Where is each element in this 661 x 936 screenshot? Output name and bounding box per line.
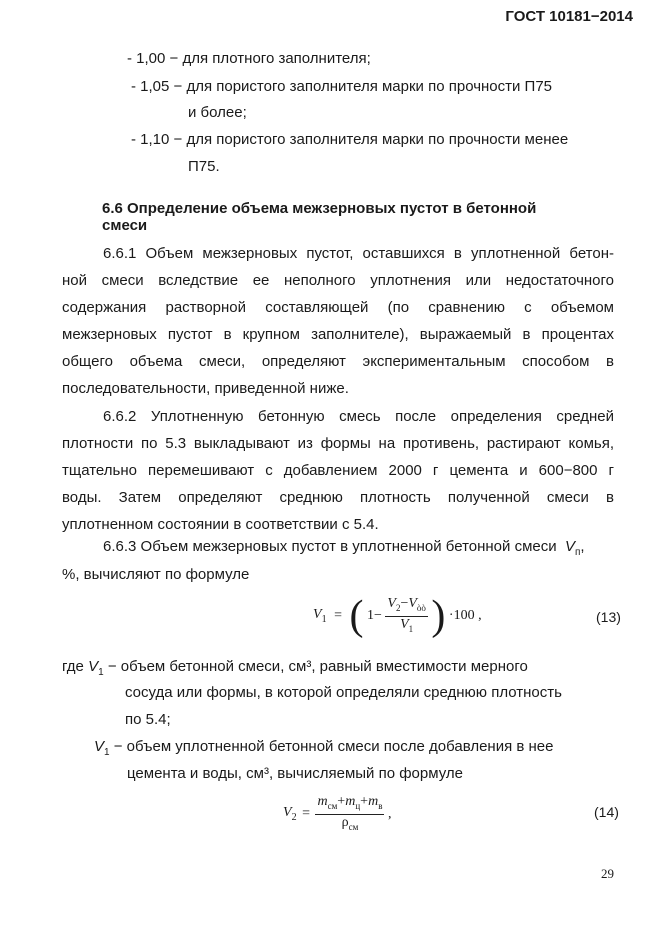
- paragraph-line: 6.6.1 Объем межзерновых пустот, оставшихся в уплотненной бетон-: [103, 245, 614, 262]
- paragraph-6-6-1: [62, 240, 614, 402]
- equals-sign: =: [302, 806, 310, 822]
- paragraph-6-6-3-line: [103, 538, 585, 558]
- section-heading: [102, 200, 582, 234]
- variable: V: [564, 538, 575, 555]
- page-number: 29: [601, 866, 614, 881]
- paragraph-line: ной смеси вследствие ее неполного уплотнения или недостаточного: [62, 272, 614, 289]
- equals-sign: =: [334, 608, 342, 623]
- numerator: $m_{см}+m_ц+m_в$: [315, 794, 384, 815]
- variable: V: [94, 738, 105, 755]
- definition-text: − объем бетонной смеси, см³, равный вместимости мерного: [107, 658, 528, 675]
- paragraph-line: уплотненном состоянии в соответствии с 5.4.: [62, 516, 379, 533]
- variable: V: [88, 658, 99, 675]
- fraction: [385, 596, 428, 637]
- punctuation: ,: [387, 806, 392, 822]
- one-minus: 1−: [366, 608, 382, 623]
- paragraph-6-6-2: [62, 403, 614, 538]
- definition-continuation: цемента и воды, см³, вычисляемый по формуле: [127, 765, 463, 782]
- subscript: 1: [98, 667, 104, 678]
- list-item: - 1,10 − для пористого заполнителя марки по прочности менее: [131, 131, 569, 148]
- right-paren-icon: ): [431, 593, 446, 639]
- heading-line: смеси: [102, 217, 148, 234]
- list-item-continuation: П75.: [188, 158, 220, 175]
- paragraph-line: воды. Затем определяют среднюю плотность полученной смеси в: [62, 489, 614, 506]
- paragraph-line: содержания растворной составляющей (по сравнению с объемом: [62, 299, 614, 316]
- paragraph-line: тщательно перемешивают с добавлением 2000 г цемента и 600−800 г: [62, 462, 614, 479]
- formula-14: [283, 794, 391, 834]
- list-item-continuation: и более;: [188, 104, 247, 121]
- paragraph-line: плотности по 5.3 выкладывают из формы на противень, растирают комья,: [62, 435, 614, 452]
- subscript: 1: [104, 747, 110, 758]
- punctuation: ,: [580, 538, 585, 555]
- heading-line: 6.6 Определение объема межзерновых пустот в бетонной: [102, 200, 537, 217]
- paragraph-text: 6.6.3 Объем межзерновых пустот в уплотненной бетонной смеси: [103, 538, 557, 555]
- paragraph-line: общего объема смеси, определяют экспериментальным способом в: [62, 353, 614, 370]
- paragraph-line: последовательности, приведенной ниже.: [62, 380, 349, 397]
- list-item: - 1,05 − для пористого заполнителя марки по прочности П75: [131, 78, 553, 95]
- denominator: $\rho_{см}$: [341, 814, 359, 832]
- definition-line: [62, 658, 528, 678]
- fraction: [315, 794, 384, 835]
- paragraph-text: %, вычисляют по формуле: [62, 566, 250, 583]
- formula-lhs: $V_1$: [313, 607, 327, 625]
- definition-line: [94, 738, 553, 758]
- equation-number: (14): [594, 804, 619, 820]
- definition-continuation: по 5.4;: [125, 711, 171, 728]
- definition-text: − объем уплотненной бетонной смеси после добавления в нее: [113, 738, 554, 755]
- times-100: ·100 ,: [448, 608, 482, 623]
- list-item: - 1,00 − для плотного заполнителя;: [127, 50, 371, 67]
- formula-lhs: $V_2$: [283, 805, 297, 824]
- paragraph-line: 6.6.2 Уплотненную бетонную смесь после определения средней: [103, 408, 614, 425]
- document-code: ГОСТ 10181−2014: [505, 8, 633, 25]
- numerator: $V_2-V_{òò}$: [385, 596, 428, 617]
- where-prefix: где: [62, 658, 84, 675]
- denominator: $V_1$: [400, 616, 414, 634]
- equation-number: (13): [596, 609, 621, 625]
- definition-continuation: сосуда или формы, в которой определяли среднюю плотность: [125, 684, 562, 701]
- subscript: п: [574, 547, 581, 558]
- left-paren-icon: (: [349, 593, 364, 639]
- formula-13: [313, 595, 482, 643]
- paragraph-line: межзерновых пустот в крупном заполнителе), выражаемый в процентах: [62, 326, 614, 343]
